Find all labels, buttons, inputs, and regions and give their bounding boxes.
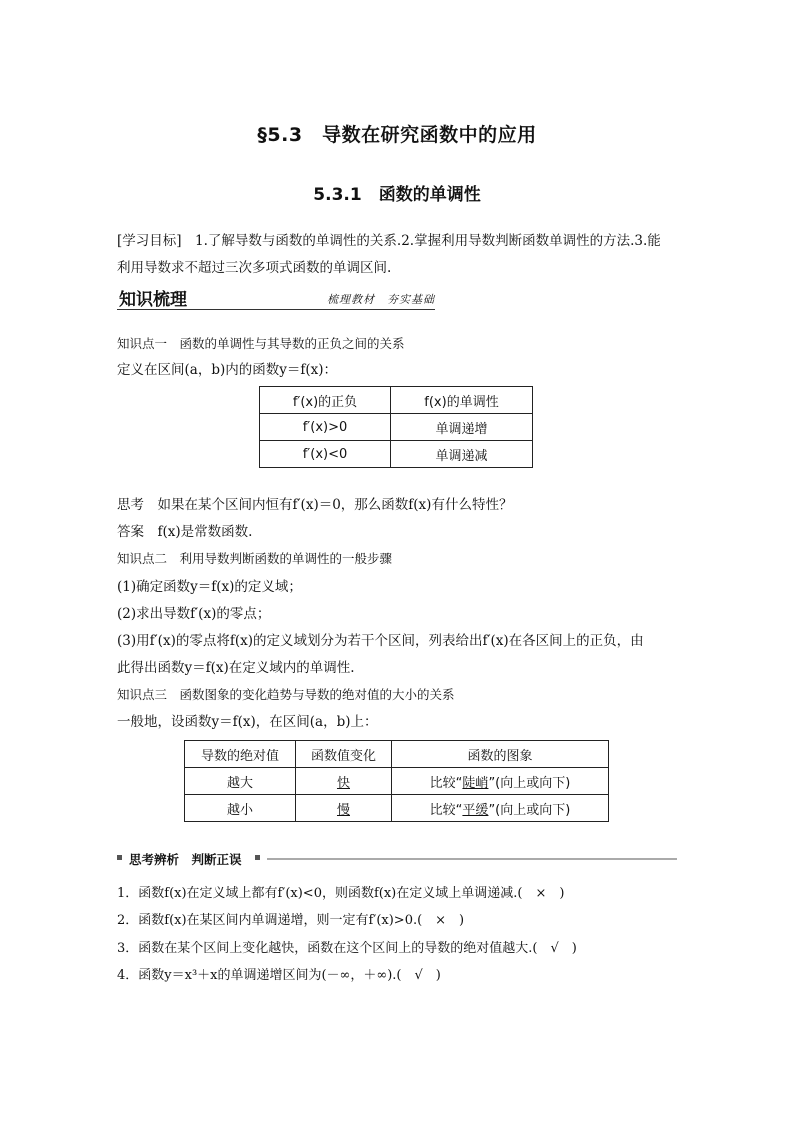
kp2-step: 此得出函数y＝f(x)在定义域内的单调性.	[117, 660, 355, 676]
think-question: 思考 如果在某个区间内恒有f′(x)＝0，那么函数f(x)有什么特性？	[117, 497, 513, 513]
table-cell: 单调递减	[391, 441, 533, 468]
square-bullet-icon	[255, 855, 260, 860]
table-cell: f′(x)>0	[260, 414, 391, 441]
cell-text: ”(向上或向下)	[488, 802, 571, 818]
table-row	[260, 441, 533, 468]
judge-item: 2．函数f(x)在某区间内单调递增，则一定有f′(x)>0.( × )	[117, 913, 465, 928]
table-header-cell: 导数的绝对值	[185, 741, 296, 768]
table-header-cell: 函数值变化	[296, 741, 392, 768]
judge-divider	[267, 858, 677, 860]
table-cell	[296, 768, 392, 795]
table-cell: 越小	[185, 795, 296, 822]
kp3-heading: 知识点三 函数图象的变化趋势与导数的绝对值的大小的关系	[117, 687, 455, 702]
kp2-step: (3)用f′(x)的零点将f(x)的定义域划分为若干个区间，列表给出f′(x)在各区间上的正负，由	[117, 633, 644, 649]
learning-goals-line-2: 利用导数求不超过三次多项式函数的单调区间.	[117, 260, 392, 276]
underlined-answer: 平缓	[462, 802, 489, 818]
table-cell: f(x)的单调性	[391, 387, 533, 414]
section-subtitle: 5.3.1 函数的单调性	[313, 185, 481, 205]
kp2-heading: 知识点二 利用导数判断函数的单调性的一般步骤	[117, 551, 393, 566]
cell-text: ”(向上或向下)	[488, 775, 571, 791]
kp1-intro: 定义在区间(a，b)内的函数y＝f(x)：	[117, 362, 337, 378]
cell-text: 比较“	[429, 802, 463, 818]
derivative-magnitude-table	[184, 740, 609, 822]
table-row	[185, 741, 609, 768]
section-divider	[117, 309, 435, 310]
table-row	[185, 795, 609, 822]
section-header	[117, 285, 437, 311]
underlined-answer: 快	[336, 775, 350, 791]
judge-item: 3．函数在某个区间上变化越快，函数在这个区间上的导数的绝对值越大.( √ )	[117, 941, 577, 956]
underlined-answer: 陡峭	[462, 775, 489, 791]
kp1-heading: 知识点一 函数的单调性与其导数的正负之间的关系	[117, 336, 405, 351]
table-cell: 越大	[185, 768, 296, 795]
judge-item: 4．函数y＝x³＋x的单调递增区间为(－∞，＋∞).( √ )	[117, 968, 441, 983]
table-cell: 单调递增	[391, 414, 533, 441]
square-bullet-icon	[117, 855, 122, 860]
learning-goals-line-1: [学习目标] 1.了解导数与函数的单调性的关系.2.掌握利用导数判断函数单调性的方法.3.能	[117, 233, 661, 249]
table-cell: f′(x)的正负	[260, 387, 391, 414]
section-subtitle-tag: 梳理教材 夯实基础	[327, 293, 435, 306]
judge-header	[117, 850, 677, 870]
kp2-step: (1)确定函数y＝f(x)的定义域；	[117, 579, 302, 595]
think-answer: 答案 f(x)是常数函数.	[117, 524, 253, 540]
judge-title: 思考辨析 判断正误	[129, 852, 242, 867]
cell-text: 比较“	[429, 775, 463, 791]
table-header-cell: 函数的图象	[392, 741, 609, 768]
kp3-intro: 一般地，设函数y＝f(x)，在区间(a，b)上：	[117, 714, 378, 730]
judge-item: 1．函数f(x)在定义域上都有f′(x)<0，则函数f(x)在定义域上单调递减.( × )	[117, 886, 565, 901]
table-row	[260, 387, 533, 414]
monotonicity-table	[259, 386, 533, 468]
underlined-answer: 慢	[336, 802, 350, 818]
section-title: 知识梳理	[119, 290, 187, 310]
page-title: §5.3 导数在研究函数中的应用	[257, 124, 537, 146]
kp2-step: (2)求出导数f′(x)的零点；	[117, 606, 271, 622]
table-cell: f′(x)<0	[260, 441, 391, 468]
table-cell	[392, 768, 609, 795]
table-cell	[296, 795, 392, 822]
table-row	[260, 414, 533, 441]
table-cell	[392, 795, 609, 822]
table-row	[185, 768, 609, 795]
